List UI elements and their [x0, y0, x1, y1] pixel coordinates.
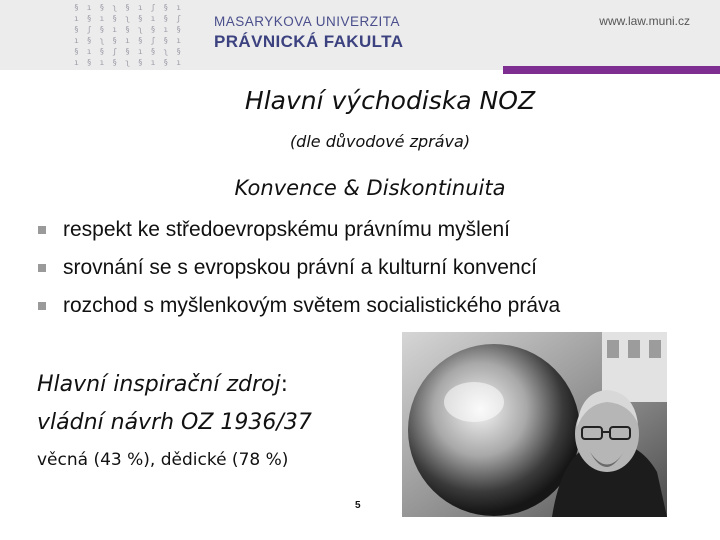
code-shares: věcná (43 %), dědické (78 %) [37, 450, 289, 470]
bullet-item [38, 294, 560, 332]
university-name: MASARYKOVA UNIVERZITA [214, 14, 401, 29]
page-number: 5 [355, 500, 361, 511]
inspiration-block [37, 366, 312, 442]
bullet-text: srovnání se s evropskou právní a kulturní konvencí [63, 256, 537, 279]
inspiration-label: Hlavní inspirační zdroj [37, 372, 281, 397]
portrait-photo [402, 332, 667, 517]
bullet-text: rozchod s myšlenkovým světem socialistického práva [63, 294, 561, 317]
bullet-item [38, 256, 560, 294]
slide-header [0, 0, 720, 70]
bullet-text: respekt ke středoevropskému právnímu myšlení [63, 218, 511, 241]
square-bullet-icon [38, 302, 46, 310]
square-bullet-icon [38, 264, 46, 272]
square-bullet-icon [38, 226, 46, 234]
website-url[interactable]: www.law.muni.cz [599, 14, 690, 28]
inspiration-colon: : [280, 372, 289, 397]
slide-subtitle: (dle důvodové zpráva) [289, 132, 471, 151]
faculty-name: PRÁVNICKÁ FAKULTA [214, 32, 404, 51]
section-heading: Konvence & Diskontinuita [234, 176, 506, 200]
bullet-item [38, 218, 560, 256]
university-logo-pattern: § ı § ʅ § ı ʃ § ı ı § ı § ʅ § ı § ʃ § ʃ § ı § ʅ § ı § ı § ʅ § ı § ʃ § ı § ı § ʃ § ı § ʅ § ı § ı § ʅ § ı § ı [73, 3, 182, 67]
accent-bar [503, 66, 720, 74]
inspiration-source: vládní návrh OZ 1936/37 [37, 410, 312, 435]
slide-title: Hlavní východiska NOZ [244, 86, 536, 115]
bullet-list [38, 218, 560, 332]
